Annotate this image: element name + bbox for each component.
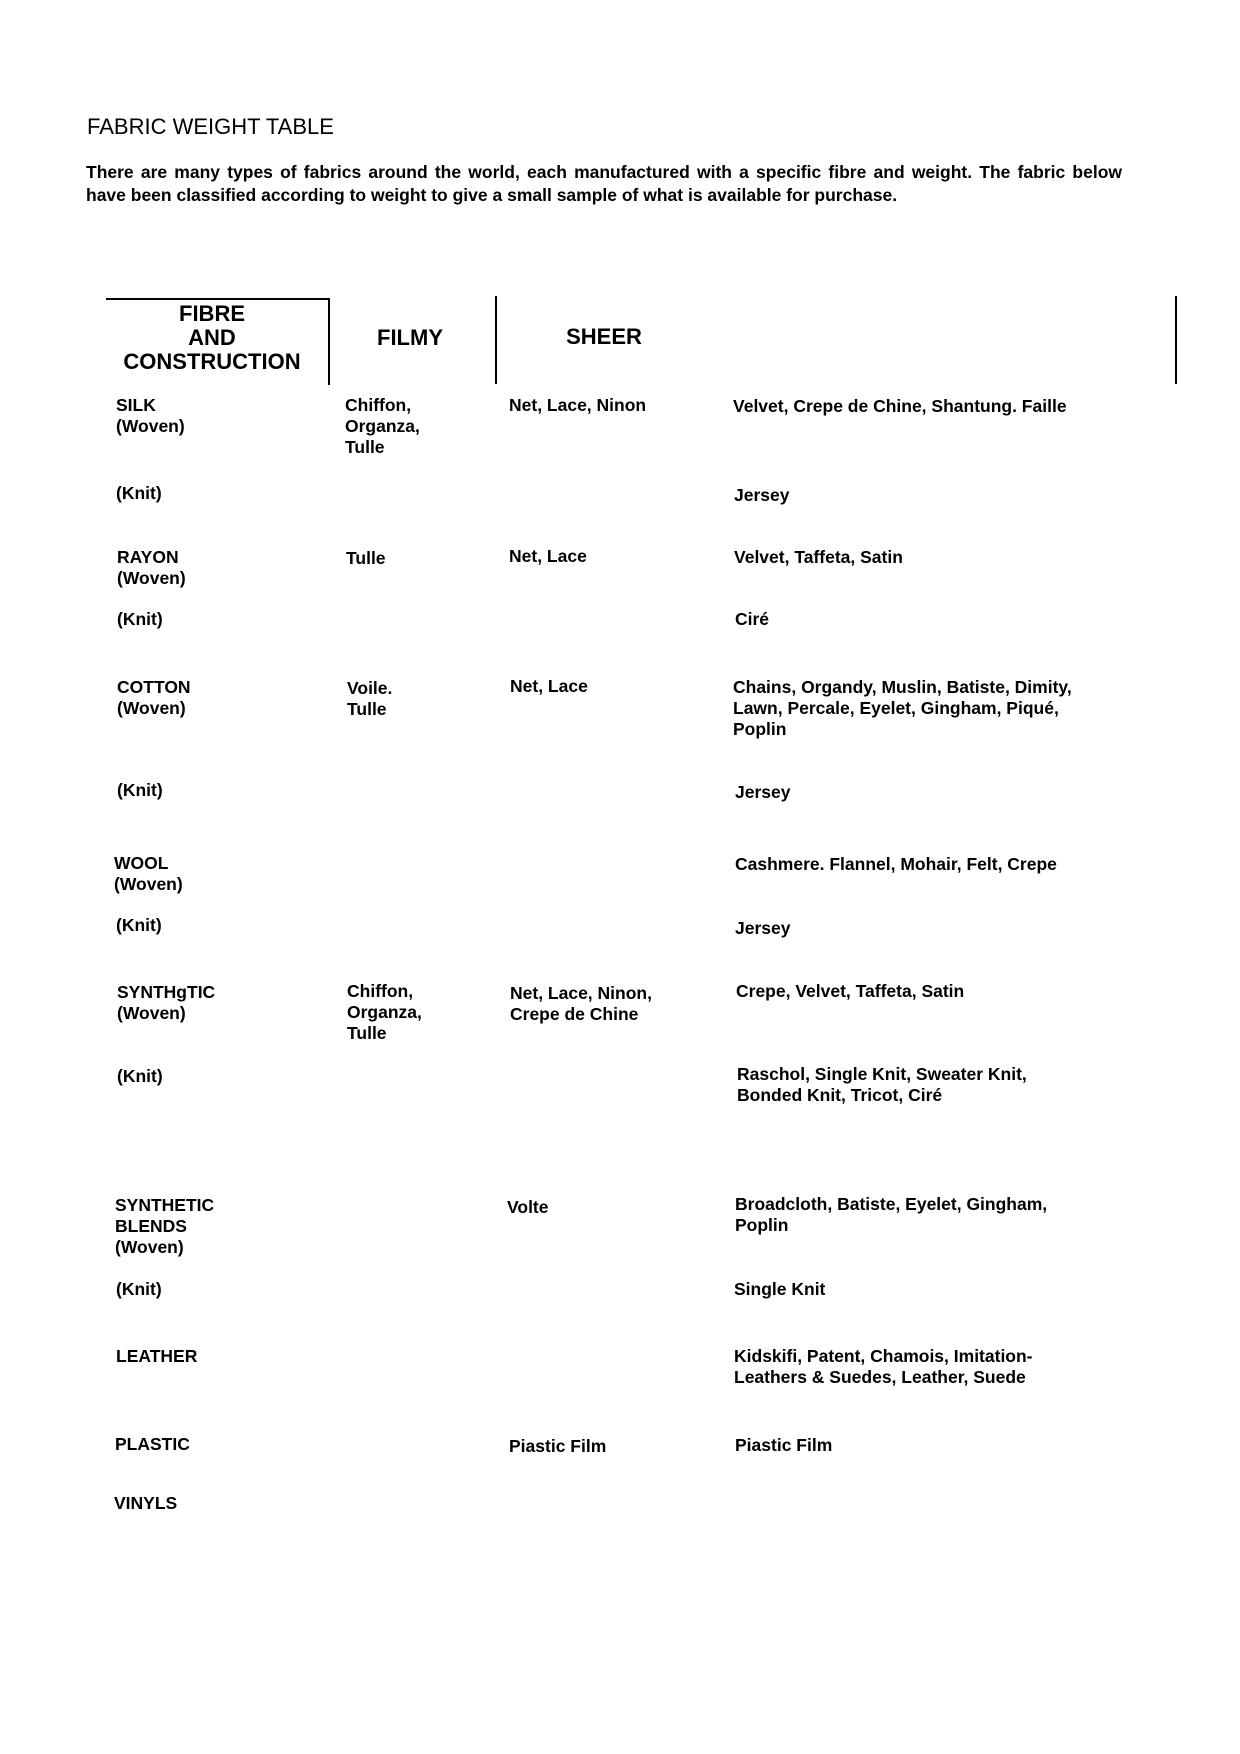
row-wool-knit-other: Jersey [735, 918, 791, 938]
header-fibre-construction: FIBRE AND CONSTRUCTION [123, 301, 301, 374]
row-cotton-woven-filmy: Voile. Tulle [347, 678, 393, 719]
row-blends-knit-other: Single Knit [734, 1279, 826, 1299]
document-title: FABRIC WEIGHT TABLE [87, 114, 334, 139]
row-rayon-knit-other: Ciré [735, 609, 770, 629]
row-wool-woven-other: Cashmere. Flannel, Mohair, Felt, Crepe [735, 854, 1057, 874]
header-sheer: SHEER [566, 324, 642, 349]
row-silk-woven-fibre: SILK (Woven) [116, 395, 185, 436]
row-rayon-woven-fibre: RAYON (Woven) [117, 547, 186, 588]
row-rayon-woven-sheer: Net, Lace [509, 546, 587, 566]
row-silk-knit-fibre: (Knit) [116, 483, 162, 503]
row-blends-woven-sheer: Volte [507, 1197, 549, 1217]
row-cotton-knit-fibre: (Knit) [117, 780, 163, 800]
row-plastic-sheer: Piastic Film [509, 1436, 607, 1456]
row-blends-woven-other: Broadcloth, Batiste, Eyelet, Gingham, Poplin [735, 1194, 1048, 1235]
row-blends-knit-fibre: (Knit) [116, 1279, 162, 1299]
row-synthetic-woven-sheer: Net, Lace, Ninon, Crepe de Chine [510, 983, 652, 1024]
row-plastic-other: Piastic Film [735, 1435, 833, 1455]
row-cotton-woven-other: Chains, Organdy, Muslin, Batiste, Dimity, Lawn, Percale, Eyelet, Gingham, Piqué, Poplin [733, 677, 1072, 739]
row-cotton-knit-other: Jersey [735, 782, 791, 802]
header-divider-right [1175, 296, 1177, 384]
row-leather-fibre: LEATHER [116, 1346, 198, 1366]
row-plastic-fibre: PLASTIC [115, 1434, 190, 1454]
row-wool-woven-fibre: WOOL (Woven) [114, 853, 183, 894]
row-synthetic-woven-filmy: Chiffon, Organza, Tulle [347, 981, 422, 1043]
header-top-rule [106, 298, 330, 300]
row-blends-woven-fibre: SYNTHETIC BLENDS (Woven) [115, 1195, 215, 1257]
row-synthetic-woven-fibre: SYNTHgTIC (Woven) [117, 982, 216, 1023]
row-vinyls-fibre: VINYLS [114, 1493, 178, 1513]
row-synthetic-woven-other: Crepe, Velvet, Taffeta, Satin [736, 981, 965, 1001]
intro-paragraph: There are many types of fabrics around the world, each manufactured with a specific fibre and weight. The fabric below have been classified according to weight to give a small sample of what is available for purchase. [86, 162, 1122, 205]
row-wool-knit-fibre: (Knit) [116, 915, 162, 935]
row-silk-woven-other: Velvet, Crepe de Chine, Shantung. Faille [733, 396, 1067, 416]
row-rayon-woven-other: Velvet, Taffeta, Satin [734, 547, 903, 567]
row-cotton-woven-fibre: COTTON (Woven) [117, 677, 191, 718]
header-divider-filmy [495, 296, 497, 384]
row-rayon-woven-filmy: Tulle [346, 548, 386, 568]
header-divider-fibre [328, 298, 330, 385]
row-rayon-knit-fibre: (Knit) [117, 609, 163, 629]
row-leather-other: Kidskifi, Patent, Chamois, Imitation- Leathers & Suedes, Leather, Suede [734, 1346, 1033, 1387]
header-filmy: FILMY [377, 325, 443, 350]
row-synthetic-knit-other: Raschol, Single Knit, Sweater Knit, Bonded Knit, Tricot, Ciré [737, 1064, 1027, 1105]
row-silk-woven-sheer: Net, Lace, Ninon [509, 395, 647, 415]
row-synthetic-knit-fibre: (Knit) [117, 1066, 163, 1086]
row-silk-woven-filmy: Chiffon, Organza, Tulle [345, 395, 420, 457]
row-cotton-woven-sheer: Net, Lace [510, 676, 588, 696]
row-silk-knit-other: Jersey [734, 485, 790, 505]
